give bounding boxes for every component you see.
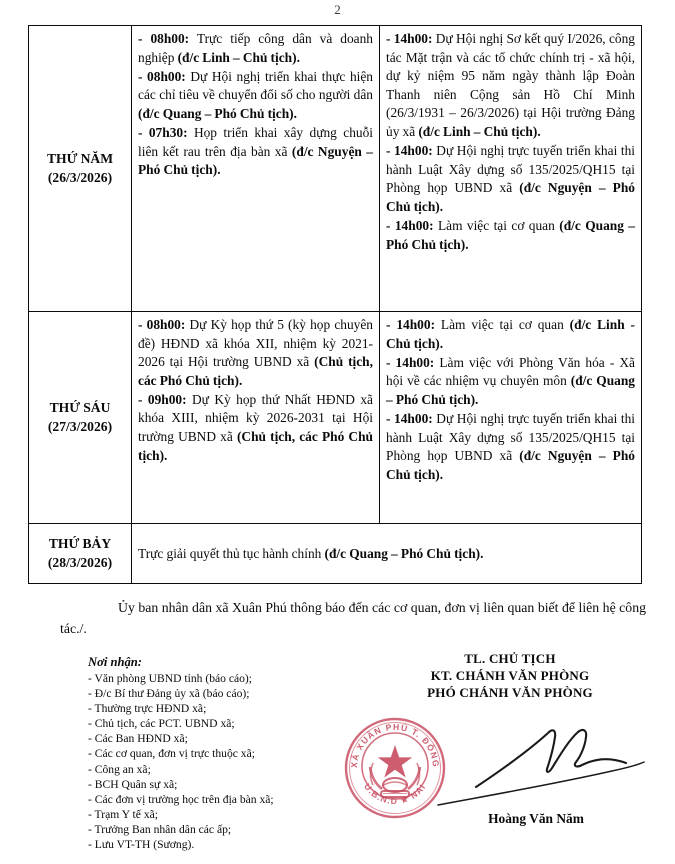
- list-item: - Công an xã;: [88, 762, 151, 776]
- entry-time: - 14h00:: [386, 217, 434, 233]
- entry-time: - 14h00:: [386, 410, 433, 426]
- day-name: THỨ NĂM: [46, 151, 114, 166]
- entry-text: Dự Kỳ họp thứ 5 (kỳ họp chuyên đề) HĐND xã khóa XII, nhiệm kỳ 2021-2026 tại Hội trường UBND xã: [138, 317, 373, 370]
- entry-assignee: (đ/c Quang – Phó Chủ tịch).: [138, 105, 297, 121]
- entry-assignee: (đ/c Quang – Phó Chủ tịch).: [324, 545, 484, 561]
- entry-text: Dự Hội nghị trực tuyến triển khai thi hành Luật Xây dựng số 135/2025/QH15 tại Phòng họp UBND xã: [386, 410, 635, 464]
- schedule-entry: [386, 217, 635, 254]
- day-name: THỨ SÁU: [49, 400, 111, 415]
- entry-time: - 08h00:: [138, 317, 186, 332]
- afternoon-cell-friday: [380, 312, 642, 524]
- entry-assignee: (Chủ tịch, các Phó Chủ tịch).: [138, 354, 373, 388]
- signature-title-line-1: TL. CHỦ TỊCH: [464, 651, 556, 666]
- entry-text: Làm việc tại cơ quan: [435, 317, 570, 332]
- page-number: 2: [334, 2, 341, 17]
- morning-cell-thursday: [132, 26, 380, 312]
- list-item: - Các cơ quan, đơn vị trực thuộc xã;: [88, 747, 255, 761]
- day-date: (26/3/2026): [47, 170, 113, 185]
- entry-assignee: (đ/c Nguyện – Phó Chủ tịch).: [386, 180, 635, 214]
- document-footer: [0, 650, 675, 864]
- schedule-entry: [386, 316, 635, 353]
- signature-title-line-2: KT. CHÁNH VĂN PHÒNG: [430, 668, 590, 683]
- entry-text: Dự Hội nghị triển khai thực hiện các chỉ tiêu về chuyển đổi số cho người dân: [138, 68, 373, 103]
- schedule-entry: [386, 142, 635, 216]
- list-item: - Trưởng Ban nhân dân các ấp;: [88, 822, 232, 836]
- schedule-entry: [138, 391, 373, 465]
- list-item: - Đ/c Bí thư Đảng ủy xã (báo cáo);: [88, 687, 250, 701]
- table-row: [29, 26, 642, 312]
- entry-assignee: (Chủ tịch, các Phó Chủ tịch).: [138, 429, 373, 463]
- recipients-list: [88, 671, 358, 852]
- table-row: [29, 312, 642, 524]
- day-name: THỨ BẢY: [48, 536, 112, 551]
- entry-text: Họp triển khai xây dựng chuỗi liên kết rau trên địa bàn xã: [138, 124, 374, 159]
- signature-area: [348, 707, 660, 835]
- entry-assignee: (đ/c Nguyện – Phó Chủ tịch).: [386, 448, 635, 482]
- entry-text: Làm việc với Phòng Văn hóa - Xã hội về các nhiệm vụ chuyên môn: [386, 354, 635, 389]
- list-item: - Chủ tịch, các PCT. UBND xã;: [88, 717, 235, 731]
- list-item: - Văn phòng UBND tỉnh (báo cáo);: [88, 672, 252, 685]
- closing-paragraph: Ủy ban nhân dân xã Xuân Phú thông báo đến các cơ quan, đơn vị liên quan biết để liên hệ công tác./.: [60, 600, 646, 636]
- list-item: - Trạm Y tế xã;: [88, 807, 158, 821]
- schedule-entry: [138, 30, 373, 67]
- signature-block: [348, 650, 660, 835]
- recipients-title: Nơi nhận:: [88, 655, 143, 669]
- entry-assignee: (đ/c Quang – Phó Chủ tịch).: [386, 217, 635, 252]
- schedule-entry: [138, 316, 373, 390]
- entry-assignee: (đ/c Linh – Chủ tịch).: [418, 123, 541, 139]
- table-row: [29, 524, 642, 584]
- schedule-entry: [138, 124, 373, 180]
- signature-title-line-3: PHÓ CHÁNH VĂN PHÒNG: [427, 685, 593, 700]
- entry-text: Làm việc tại cơ quan: [433, 217, 560, 233]
- entry-text: Dự Kỳ họp thứ Nhất HĐND xã khóa XIII, nhiệm kỳ 2026-2031 tại Hội trường UBND xã: [138, 391, 373, 445]
- entry-time: - 14h00:: [386, 354, 435, 370]
- entry-assignee: (đ/c Linh – Chủ tịch).: [177, 49, 300, 65]
- entry-time: - 08h00:: [138, 68, 186, 84]
- weekly-schedule-table: [28, 25, 642, 584]
- signature-titles: [360, 650, 660, 701]
- day-label-cell-saturday: [29, 524, 132, 584]
- entry-assignee: (đ/c Linh - Chủ tịch).: [386, 317, 636, 351]
- entry-assignee: (đ/c Quang – Phó Chủ tịch).: [386, 373, 635, 407]
- entry-text: Dự Hội nghị trực tuyến triển khai thi hành Luật Xây dựng số 135/2025/QH15 tại Phòng họp UBND xã: [386, 143, 635, 196]
- svg-text:U.B.N.D ★ NAI: U.B.N.D ★ NAI: [362, 781, 428, 807]
- entry-time: - 07h30:: [138, 124, 188, 140]
- full-day-cell-saturday: [132, 524, 642, 584]
- official-seal-icon: [342, 715, 448, 821]
- schedule-entry: [386, 354, 635, 410]
- schedule-entry: [138, 68, 373, 124]
- list-item: - Lưu VT-TH (Sương).: [88, 838, 195, 852]
- entry-text: Trực giải quyết thủ tục hành chính: [138, 545, 325, 561]
- entry-time: - 14h00:: [386, 317, 436, 332]
- entry-time: - 14h00:: [386, 31, 433, 46]
- list-item: - Các Ban HĐND xã;: [88, 732, 188, 746]
- schedule-entry: [386, 410, 635, 484]
- handwritten-signature: [430, 709, 660, 814]
- afternoon-cell-thursday: [380, 26, 642, 312]
- day-date: (28/3/2026): [47, 555, 113, 570]
- entry-assignee: (đ/c Nguyện – Phó Chủ tịch).: [138, 143, 373, 178]
- day-label-cell-thursday: [29, 26, 132, 312]
- morning-cell-friday: [132, 312, 380, 524]
- day-date: (27/3/2026): [47, 419, 113, 434]
- day-label-cell-friday: [29, 312, 132, 524]
- recipients-block: [88, 654, 358, 852]
- list-item: - Các đơn vị trường học trên địa bàn xã;: [88, 792, 274, 806]
- svg-text:XÃ XUÂN PHÚ T. ĐỒNG: XÃ XUÂN PHÚ T. ĐỒNG: [348, 721, 442, 769]
- entry-text: Trực tiếp công dân và doanh nghiệp: [138, 31, 373, 65]
- list-item: - BCH Quân sự xã;: [88, 777, 178, 791]
- signer-name: Hoàng Văn Năm: [488, 811, 584, 826]
- entry-time: - 14h00:: [386, 143, 433, 159]
- entry-time: - 08h00:: [138, 31, 190, 46]
- entry-text: Dự Hội nghị Sơ kết quý I/2026, công tác Mặt trận và các tổ chức chính trị - xã hội, dự kỷ niệm 95 năm ngày thành lập Đoàn Thanh niên Cộng sản Hồ Chí Minh (26/3/1931 – 26/3/2026) tại Hội trường Đảng ủy xã: [386, 31, 635, 139]
- entry-time: - 09h00:: [138, 391, 187, 407]
- list-item: - Thường trực HĐND xã;: [88, 702, 207, 716]
- schedule-entry: [386, 30, 635, 142]
